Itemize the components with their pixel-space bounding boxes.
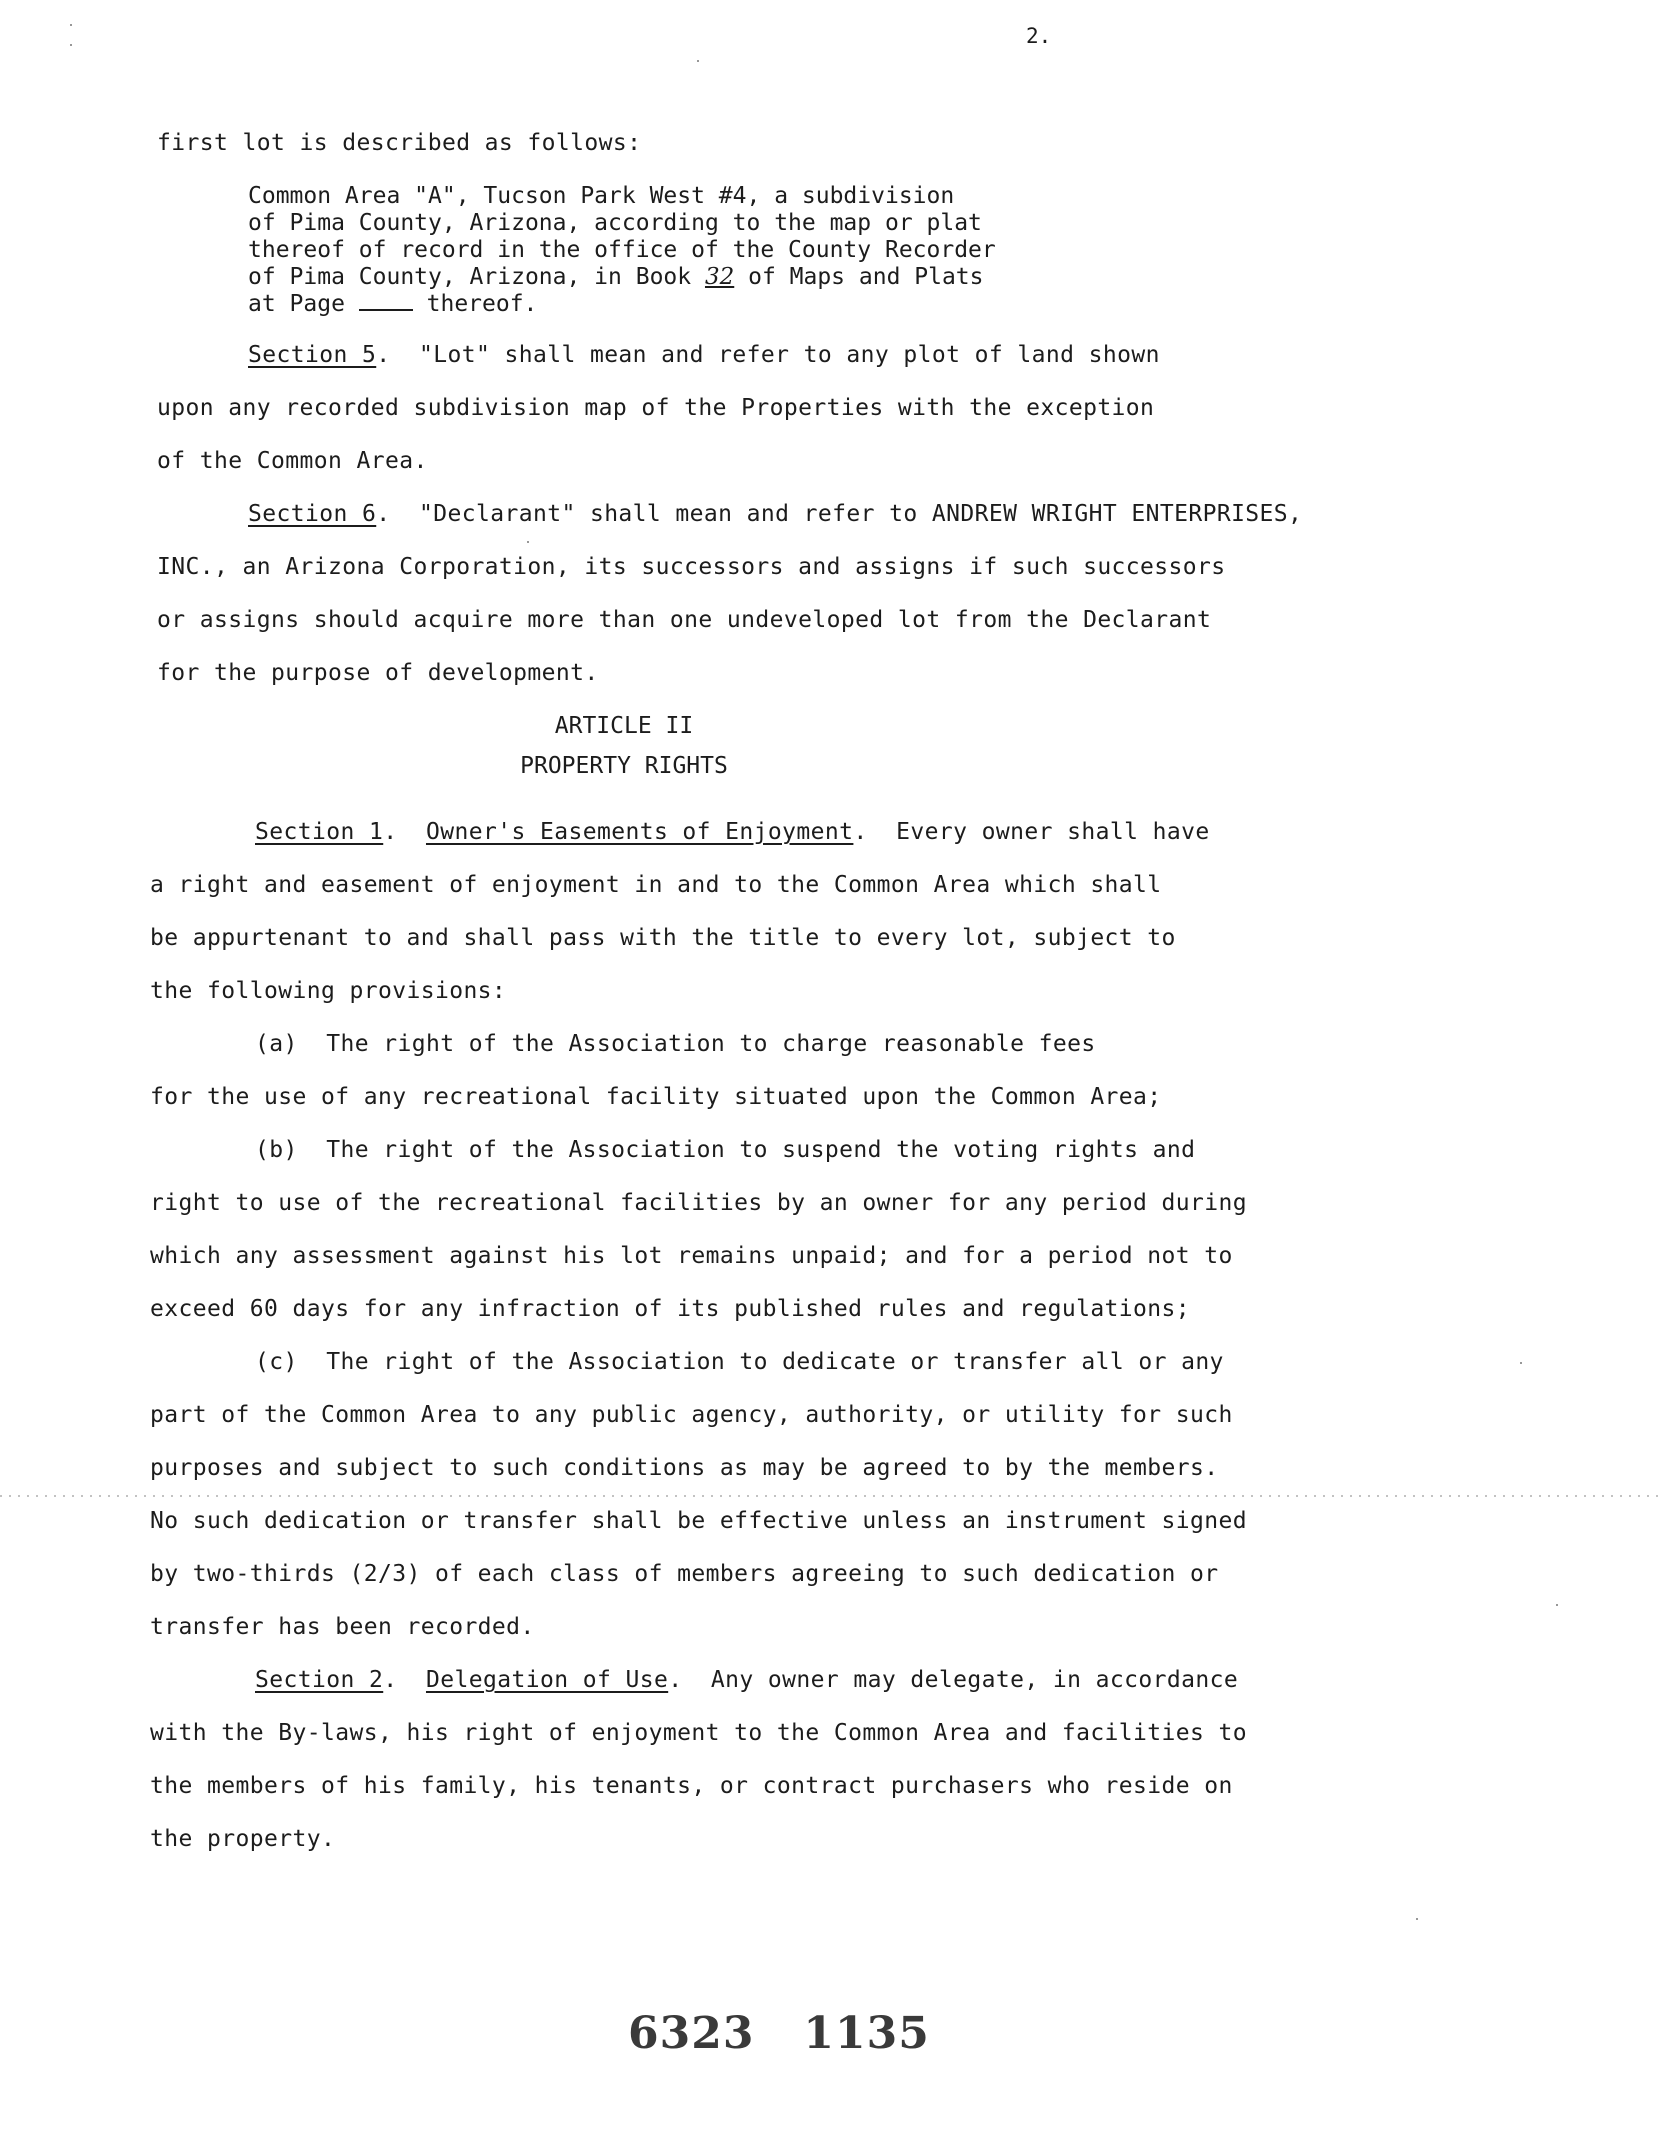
article-number: ARTICLE II <box>554 713 694 739</box>
legal-description-line <box>248 264 996 291</box>
body-line: with the By-laws, his right of enjoyment to the Common Area and facilities to <box>150 1720 1248 1746</box>
provision-c-line: (c) The right of the Association to dedicate or transfer all or any <box>255 1349 1224 1375</box>
recording-stamp: 6323 1135 <box>628 2008 930 2059</box>
scan-speck <box>697 60 699 62</box>
body-line: purposes and subject to such conditions as may be agreed to by the members. <box>150 1455 1219 1481</box>
body-line: a right and easement of enjoyment in and to the Common Area which shall <box>150 872 1162 898</box>
body-line: transfer has been recorded. <box>150 1614 535 1640</box>
section-5-line <box>248 342 1160 368</box>
legal-description-line: thereof of record in the office of the County Recorder <box>248 237 996 263</box>
scan-speck <box>70 24 72 26</box>
text: at Page <box>248 291 359 317</box>
section-heading: Section 1 <box>255 819 384 845</box>
section-heading: Section 6 <box>248 501 377 527</box>
legal-description-line: of Pima County, Arizona, according to the map or plat <box>248 210 982 236</box>
text: . <box>383 819 426 845</box>
body-line: INC., an Arizona Corporation, its successors and assigns if such successors <box>157 554 1226 580</box>
body-line: or assigns should acquire more than one undeveloped lot from the Declarant <box>157 607 1212 633</box>
text: of Pima County, Arizona, in Book <box>248 264 705 290</box>
body-line: upon any recorded subdivision map of the Properties with the exception <box>157 395 1155 421</box>
scan-speck <box>70 44 72 46</box>
scan-speck <box>1520 1362 1522 1364</box>
section-heading: Section 2 <box>255 1667 384 1693</box>
text: of Maps and Plats <box>734 264 984 290</box>
body-line: be appurtenant to and shall pass with the title to every lot, subject to <box>150 925 1176 951</box>
section-subheading: Delegation of Use <box>425 1667 669 1693</box>
section-heading: Section 5 <box>248 342 377 368</box>
body-line: for the purpose of development. <box>157 660 599 686</box>
scan-speck <box>527 541 529 543</box>
section-1-line <box>255 819 1210 845</box>
body-line: part of the Common Area to any public agency, authority, or utility for such <box>150 1402 1233 1428</box>
text: . <box>383 1667 426 1693</box>
text: . Every owner shall have <box>853 819 1210 845</box>
body-line: exceed 60 days for any infraction of its published rules and regulations; <box>150 1296 1191 1322</box>
scan-speck <box>1416 1918 1418 1920</box>
body-line: the property. <box>150 1826 336 1852</box>
scan-artifact-line <box>0 1495 1664 1497</box>
section-subheading: Owner's Easements of Enjoyment <box>425 819 854 845</box>
legal-description-line <box>248 291 996 318</box>
body-line: by two-thirds (2/3) of each class of members agreeing to such dedication or <box>150 1561 1219 1587</box>
provision-a-line: (a) The right of the Association to charge reasonable fees <box>255 1031 1096 1057</box>
article-title: PROPERTY RIGHTS <box>520 753 728 779</box>
handwritten-book-number: 32 <box>704 264 735 290</box>
intro-line: first lot is described as follows: <box>157 130 642 156</box>
text: . "Lot" shall mean and refer to any plot of land shown <box>376 342 1160 368</box>
body-line: for the use of any recreational facility situated upon the Common Area; <box>150 1084 1162 1110</box>
text: . "Declarant" shall mean and refer to ANDREW WRIGHT ENTERPRISES, <box>376 501 1303 527</box>
body-line: the members of his family, his tenants, or contract purchasers who reside on <box>150 1773 1233 1799</box>
body-line: which any assessment against his lot remains unpaid; and for a period not to <box>150 1243 1233 1269</box>
body-line: of the Common Area. <box>157 448 428 474</box>
legal-description <box>248 183 996 318</box>
body-line: No such dedication or transfer shall be effective unless an instrument signed <box>150 1508 1248 1534</box>
legal-description-line: Common Area "A", Tucson Park West #4, a subdivision <box>248 183 955 209</box>
text: . Any owner may delegate, in accordance <box>668 1667 1239 1693</box>
scan-speck <box>1556 1604 1558 1606</box>
text: thereof. <box>412 291 538 317</box>
section-6-line <box>248 501 1302 527</box>
page-number: 2. <box>1026 24 1052 48</box>
body-line: right to use of the recreational facilities by an owner for any period during <box>150 1190 1248 1216</box>
page-blank-line <box>359 291 413 311</box>
provision-b-line: (b) The right of the Association to suspend the voting rights and <box>255 1137 1196 1163</box>
body-line: the following provisions: <box>150 978 507 1004</box>
section-2-line <box>255 1667 1238 1693</box>
